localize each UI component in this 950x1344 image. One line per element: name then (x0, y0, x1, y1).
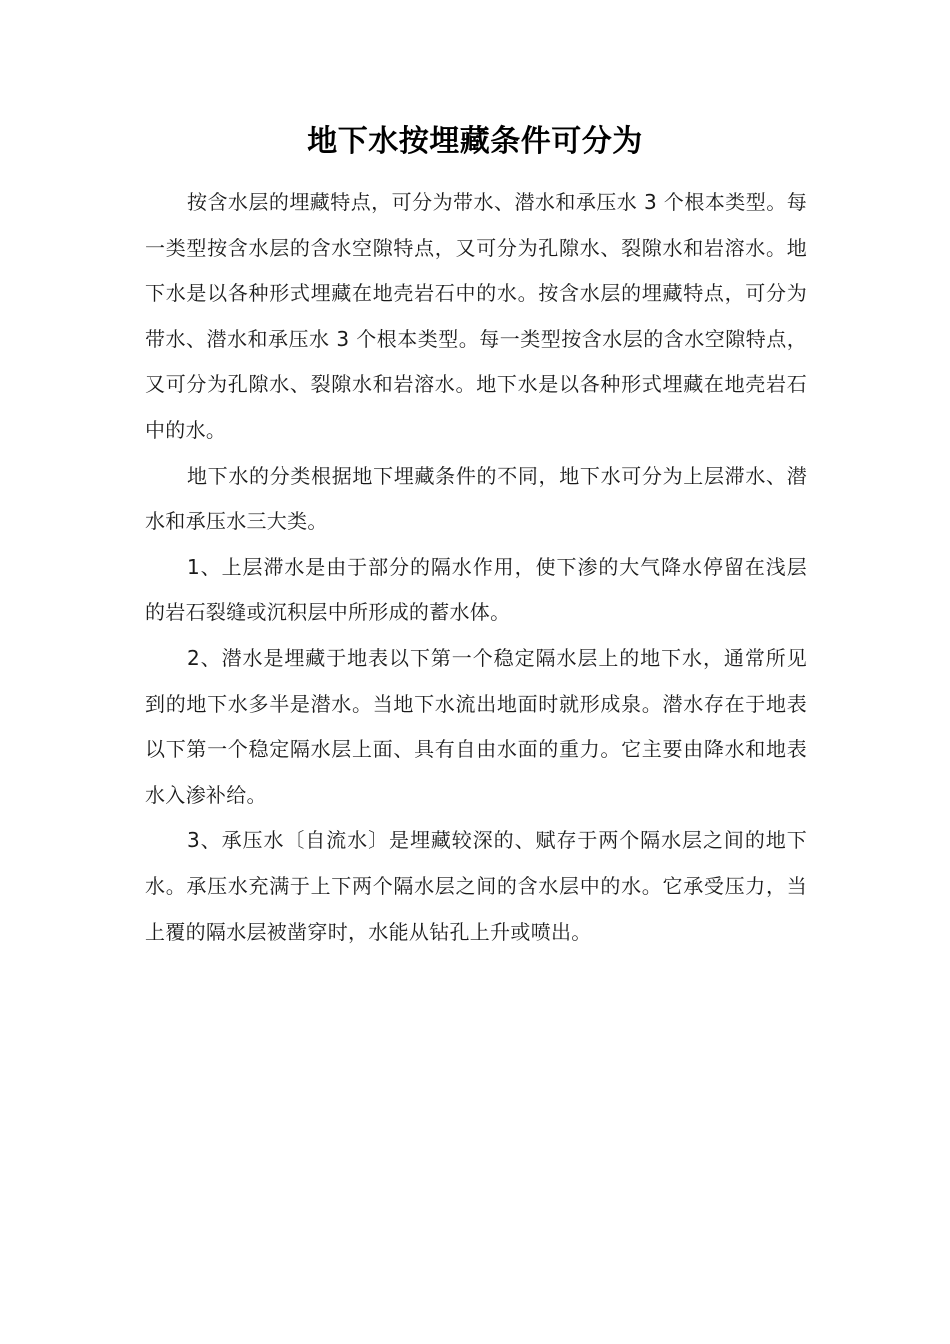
paragraph-classification: 地下水的分类根据地下埋藏条件的不同，地下水可分为上层滞水、潜水和承压水三大类。 (145, 463, 807, 534)
document-title: 地下水按埋藏条件可分为 (307, 124, 643, 159)
paragraph-phreatic-water: 2、潜水是埋藏于地表以下第一个稳定隔水层上的地下水，通常所见到的地下水多半是潜水。当地下水流出地面时就形成泉。潜水存在于地表以下第一个稳定隔水层上面、具有自由水面的重力。它主要由降水和地表水入渗补给。 (145, 645, 807, 807)
document-body (145, 180, 807, 955)
paragraph-aquifer-types: 按含水层的埋藏特点，可分为带水、潜水和承压水 3 个根本类型。每一类型按含水层的含水空隙特点，又可分为孔隙水、裂隙水和岩溶水。地下水是以各种形式埋藏在地壳岩石中的水。按含水层的埋藏特点，可分为带水、潜水和承压水 3 个根本类型。每一类型按含水层的含水空隙特点，又可分为孔隙水、裂隙水和岩溶水。地下水是以各种形式埋藏在地壳岩石中的水。 (145, 190, 807, 442)
paragraph-perched-water: 1、上层滞水是由于部分的隔水作用，使下渗的大气降水停留在浅层的岩石裂缝或沉积层中所形成的蓄水体。 (145, 554, 807, 625)
paragraph-confined-water: 3、承压水〔自流水〕是埋藏较深的、赋存于两个隔水层之间的地下水。承压水充满于上下两个隔水层之间的含水层中的水。它承受压力，当上覆的隔水层被凿穿时，水能从钻孔上升或喷出。 (145, 828, 807, 944)
